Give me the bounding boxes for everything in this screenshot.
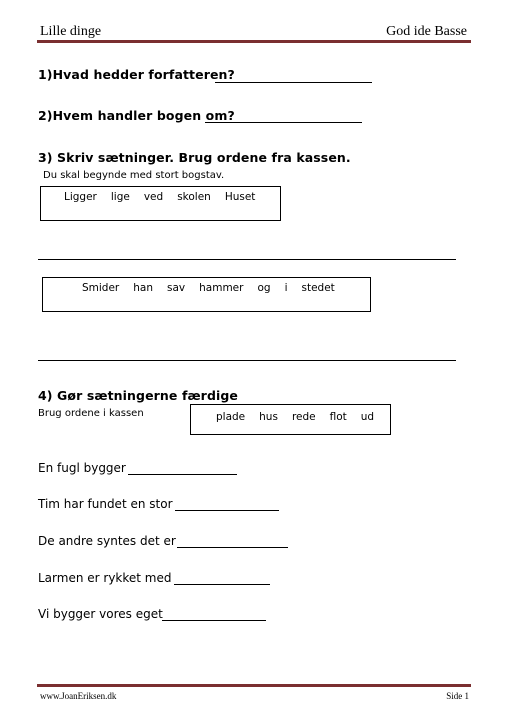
word: skolen [177, 191, 211, 203]
footer-rule [37, 684, 471, 687]
question-3-title: 3) Skriv sætninger. Brug ordene fra kassen. [38, 150, 351, 165]
sentence-5-line[interactable] [162, 620, 266, 621]
word-box-3-words [216, 411, 388, 423]
word: Smider [82, 282, 120, 294]
header-rule [37, 40, 471, 43]
sentence-1: En fugl bygger [38, 461, 126, 475]
question-4-title: 4) Gør sætningerne færdige [38, 388, 238, 403]
word: og [257, 282, 271, 294]
footer-page-number: Side 1 [446, 691, 469, 701]
answer-line-2[interactable] [205, 122, 362, 123]
word: stedet [301, 282, 335, 294]
question-1: 1)Hvad hedder forfatteren? [38, 67, 235, 82]
word-box-2-words [82, 282, 349, 294]
sentence-3-line[interactable] [177, 547, 288, 548]
footer-website: www.JoanEriksen.dk [40, 691, 117, 701]
word: rede [291, 411, 316, 423]
sentence-1-line[interactable] [128, 474, 237, 475]
word: ud [360, 411, 375, 423]
word: hus [259, 411, 278, 423]
sentence-2-line[interactable] [175, 510, 279, 511]
sentence-3: De andre syntes det er [38, 534, 176, 548]
word: lige [110, 191, 130, 203]
answer-line-1[interactable] [215, 82, 372, 83]
header-left-title: Lille dinge [40, 24, 102, 39]
question-2: 2)Hvem handler bogen om? [38, 108, 235, 123]
word: plade [216, 411, 246, 423]
sentence-2: Tim har fundet en stor [38, 497, 173, 511]
question-3-instruction: Du skal begynde med stort bogstav. [43, 170, 225, 181]
word: flot [329, 411, 347, 423]
word-box-1-words [64, 191, 269, 203]
sentence-4: Larmen er rykket med [38, 571, 172, 585]
word: Ligger [64, 191, 97, 203]
question-4-instruction: Brug ordene i kassen [38, 408, 144, 419]
word: han [133, 282, 154, 294]
sentence-5: Vi bygger vores eget [38, 607, 163, 621]
word: hammer [199, 282, 244, 294]
word: ved [143, 191, 164, 203]
word: sav [167, 282, 186, 294]
answer-line-3a[interactable] [38, 259, 456, 260]
word: Huset [224, 191, 256, 203]
sentence-4-line[interactable] [174, 584, 270, 585]
header-right-title: God ide Basse [386, 24, 467, 39]
answer-line-3b[interactable] [38, 360, 456, 361]
word: i [284, 282, 288, 294]
